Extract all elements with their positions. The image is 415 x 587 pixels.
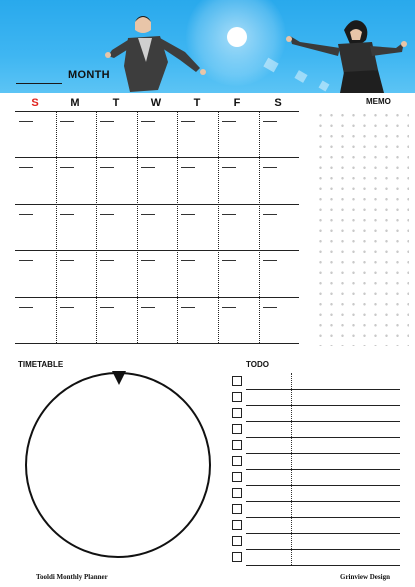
date-blank [263, 214, 277, 215]
date-blank [222, 121, 236, 122]
date-blank [60, 214, 74, 215]
calendar-day-cell[interactable] [218, 111, 258, 157]
date-blank [222, 307, 236, 308]
date-blank [222, 260, 236, 261]
date-blank [60, 260, 74, 261]
calendar-day-cell[interactable] [56, 157, 96, 203]
calendar-day-cell[interactable] [96, 250, 136, 296]
calendar-day-cell[interactable] [259, 297, 299, 343]
calendar-day-cell[interactable] [137, 297, 177, 343]
weekday-label-tue: T [112, 97, 120, 109]
calendar-day-cell[interactable] [177, 250, 217, 296]
todo-entry-line[interactable] [246, 533, 400, 534]
calendar-day-cell[interactable] [177, 157, 217, 203]
date-blank [19, 260, 33, 261]
calendar-day-cell[interactable] [15, 297, 55, 343]
weekday-label-sun: S [31, 97, 39, 109]
clock-pointer-icon [112, 371, 126, 385]
todo-entry-line[interactable] [246, 389, 400, 390]
todo-checkbox[interactable] [232, 536, 242, 546]
todo-entry-line[interactable] [246, 501, 400, 502]
calendar-day-cell[interactable] [177, 204, 217, 250]
calendar-day-cell[interactable] [259, 250, 299, 296]
calendar-day-cell[interactable] [56, 250, 96, 296]
todo-row [232, 439, 400, 454]
date-blank [263, 121, 277, 122]
date-blank [263, 260, 277, 261]
date-blank [222, 214, 236, 215]
footer-left-credit: Tooldi Monthly Planner [36, 573, 108, 581]
date-blank [263, 307, 277, 308]
todo-checkbox[interactable] [232, 504, 242, 514]
todo-entry-line[interactable] [246, 437, 400, 438]
date-blank [141, 167, 155, 168]
todo-row [232, 455, 400, 470]
todo-checkbox[interactable] [232, 456, 242, 466]
todo-entry-line[interactable] [246, 517, 400, 518]
calendar-row-line [15, 343, 299, 344]
date-blank [181, 167, 195, 168]
todo-row [232, 407, 400, 422]
todo-entry-line[interactable] [246, 549, 400, 550]
footer-right-credit: Grinview Design [340, 573, 390, 581]
calendar-day-cell[interactable] [259, 204, 299, 250]
calendar-day-cell[interactable] [218, 250, 258, 296]
todo-checkbox[interactable] [232, 424, 242, 434]
todo-checkbox[interactable] [232, 472, 242, 482]
date-blank [60, 121, 74, 122]
calendar-day-cell[interactable] [56, 111, 96, 157]
calendar-day-cell[interactable] [96, 204, 136, 250]
date-blank [263, 167, 277, 168]
calendar-day-cell[interactable] [15, 204, 55, 250]
date-blank [19, 167, 33, 168]
date-blank [100, 121, 114, 122]
weekday-label-wed: W [150, 97, 162, 109]
calendar-day-cell[interactable] [177, 111, 217, 157]
todo-column-divider [291, 373, 292, 565]
calendar-day-cell[interactable] [218, 157, 258, 203]
date-blank [141, 214, 155, 215]
todo-row [232, 423, 400, 438]
todo-checkbox[interactable] [232, 376, 242, 386]
calendar-day-cell[interactable] [218, 204, 258, 250]
date-blank [60, 167, 74, 168]
todo-checkbox[interactable] [232, 520, 242, 530]
todo-checkbox[interactable] [232, 440, 242, 450]
date-blank [181, 214, 195, 215]
todo-entry-line[interactable] [246, 421, 400, 422]
header-banner [0, 0, 415, 93]
date-blank [181, 121, 195, 122]
calendar-day-cell[interactable] [177, 297, 217, 343]
calendar-grid [15, 111, 299, 343]
timetable-clock-circle[interactable] [25, 372, 211, 558]
todo-checkbox[interactable] [232, 408, 242, 418]
month-name-blank[interactable] [16, 83, 62, 84]
todo-row [232, 471, 400, 486]
todo-title: TODO [246, 360, 269, 369]
calendar-day-cell[interactable] [259, 111, 299, 157]
todo-entry-line[interactable] [246, 485, 400, 486]
todo-checkbox[interactable] [232, 552, 242, 562]
todo-checkbox[interactable] [232, 392, 242, 402]
date-blank [60, 307, 74, 308]
date-blank [19, 307, 33, 308]
todo-row [232, 519, 400, 534]
date-blank [141, 121, 155, 122]
calendar-day-cell[interactable] [137, 111, 177, 157]
calendar-day-cell[interactable] [56, 297, 96, 343]
month-label: MONTH [68, 69, 110, 81]
running-man-illustration [0, 0, 415, 93]
calendar-day-cell[interactable] [56, 204, 96, 250]
date-blank [19, 121, 33, 122]
calendar-day-cell[interactable] [15, 250, 55, 296]
calendar-day-cell[interactable] [137, 204, 177, 250]
weekday-label-thu: T [193, 97, 201, 109]
todo-row [232, 535, 400, 550]
todo-entry-line[interactable] [246, 565, 400, 566]
date-blank [181, 260, 195, 261]
date-blank [100, 307, 114, 308]
calendar-day-cell[interactable] [218, 297, 258, 343]
weekday-label-fri: F [233, 97, 241, 109]
memo-title: MEMO [366, 97, 391, 106]
todo-checkbox[interactable] [232, 488, 242, 498]
todo-row [232, 487, 400, 502]
calendar-day-cell[interactable] [259, 157, 299, 203]
date-blank [100, 260, 114, 261]
date-blank [222, 167, 236, 168]
calendar-day-cell[interactable] [137, 250, 177, 296]
todo-entry-line[interactable] [246, 405, 400, 406]
weekday-label-mon: M [70, 97, 80, 109]
todo-entry-line[interactable] [246, 469, 400, 470]
todo-entry-line[interactable] [246, 453, 400, 454]
todo-row [232, 375, 400, 390]
date-blank [100, 167, 114, 168]
calendar-day-cell[interactable] [96, 297, 136, 343]
calendar-day-cell[interactable] [96, 157, 136, 203]
date-blank [19, 214, 33, 215]
calendar-day-cell[interactable] [96, 111, 136, 157]
todo-row [232, 391, 400, 406]
calendar-day-cell[interactable] [137, 157, 177, 203]
todo-row [232, 551, 400, 566]
date-blank [100, 214, 114, 215]
date-blank [181, 307, 195, 308]
timetable-title: TIMETABLE [18, 360, 64, 369]
calendar-day-cell[interactable] [15, 157, 55, 203]
todo-row [232, 503, 400, 518]
memo-dot-grid[interactable] [315, 110, 409, 346]
calendar-day-cell[interactable] [15, 111, 55, 157]
date-blank [141, 307, 155, 308]
date-blank [141, 260, 155, 261]
weekday-label-sat: S [274, 97, 282, 109]
